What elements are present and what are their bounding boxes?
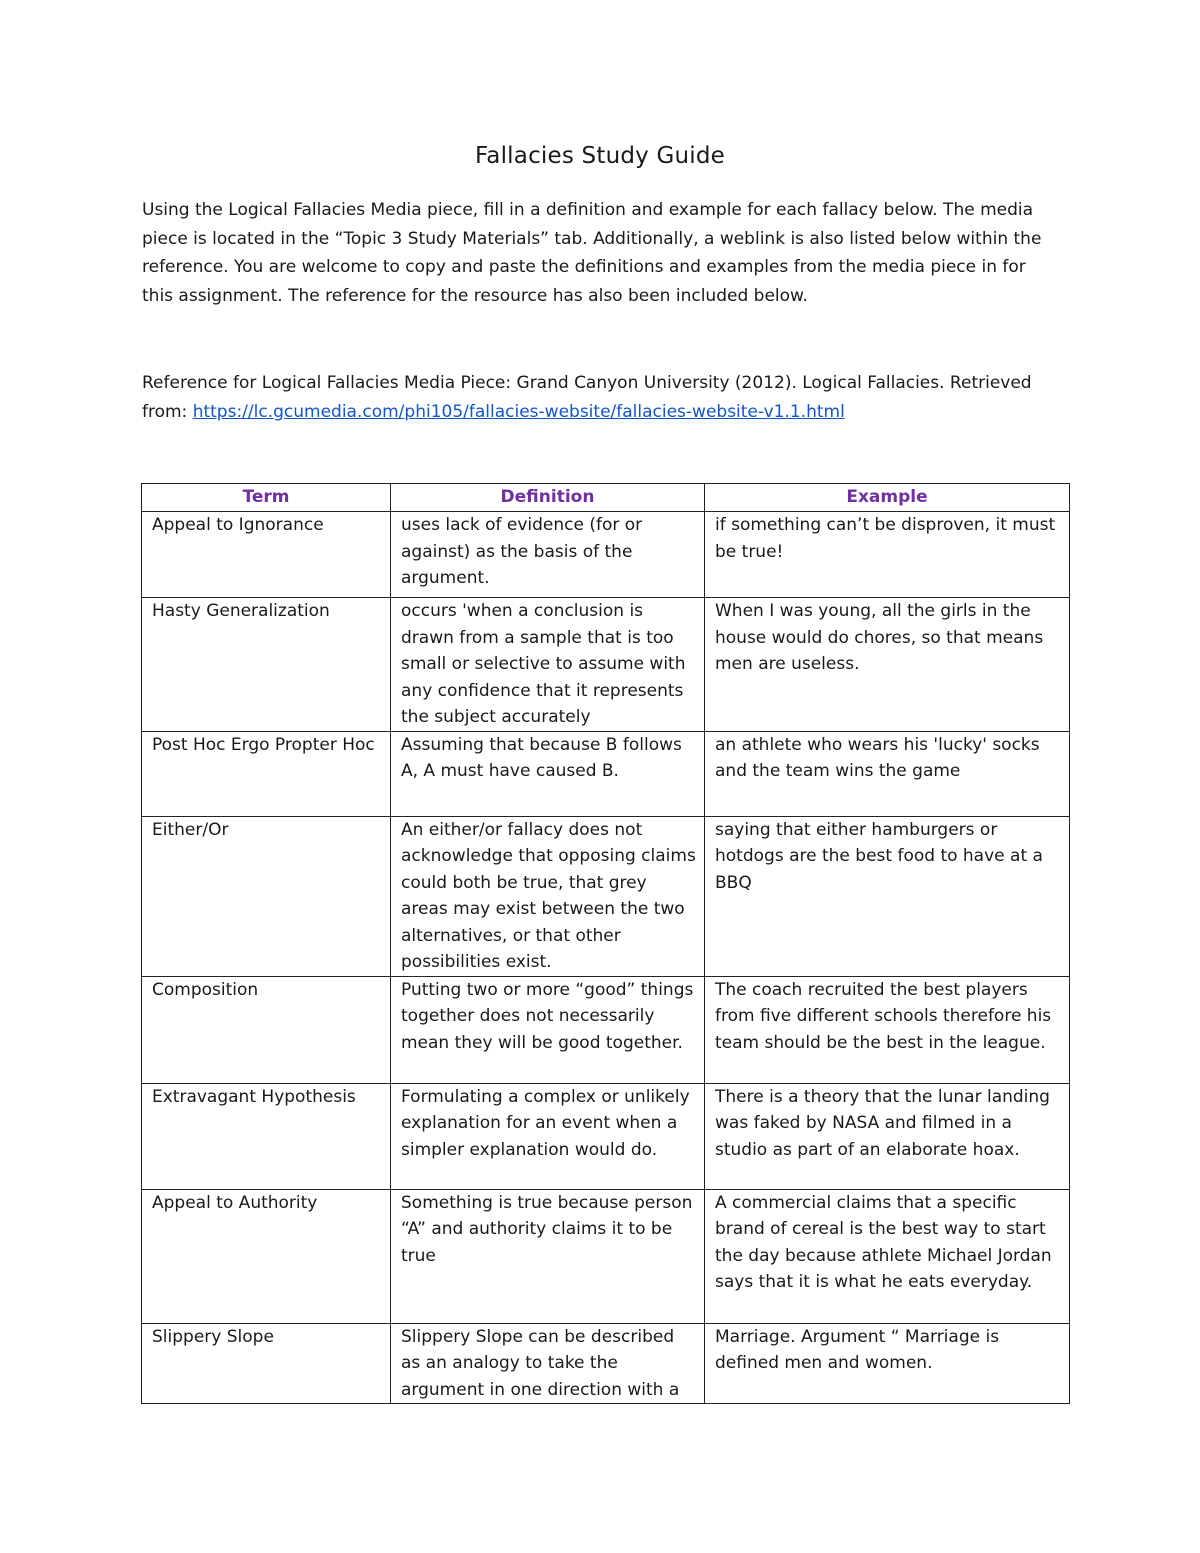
- definition-cell: Slippery Slope can be described as an analogy to take the argument in one direction with a: [391, 1323, 705, 1404]
- term-cell: Either/Or: [142, 816, 391, 976]
- definition-cell: Putting two or more “good” things together does not necessarily mean they will be good together.: [391, 976, 705, 1083]
- reference-text: Reference for Logical Fallacies Media Piece: Grand Canyon University (2012). Logical Fallacies. Retrieved from:: [142, 373, 1032, 422]
- definition-cell: An either/or fallacy does not acknowledge that opposing claims could both be true, that grey areas may exist between the two alternatives, or that other possibilities exist.: [391, 816, 705, 976]
- term-cell: Slippery Slope: [142, 1323, 391, 1404]
- example-cell: saying that either hamburgers or hotdogs are the best food to have at a BBQ: [705, 816, 1070, 976]
- header-term: Term: [142, 484, 391, 512]
- table-row: [142, 731, 1070, 816]
- term-cell: Extravagant Hypothesis: [142, 1083, 391, 1189]
- term-cell: Composition: [142, 976, 391, 1083]
- reference-link[interactable]: https://lc.gcumedia.com/phi105/fallacies-website/fallacies-website-v1.1.html: [192, 401, 845, 422]
- table-row: [142, 512, 1070, 598]
- definition-cell: Something is true because person “A” and authority claims it to be true: [391, 1189, 705, 1323]
- table-row: [142, 816, 1070, 976]
- reference-paragraph: [142, 369, 1062, 426]
- page-title: Fallacies Study Guide: [474, 143, 726, 169]
- term-cell: Post Hoc Ergo Propter Hoc: [142, 731, 391, 816]
- fallacies-table: [141, 483, 1070, 1404]
- definition-cell: occurs 'when a conclusion is drawn from a sample that is too small or selective to assume with any confidence that it represents the subject accurately: [391, 598, 705, 732]
- term-cell: Appeal to Authority: [142, 1189, 391, 1323]
- header-definition: Definition: [391, 484, 705, 512]
- definition-cell: uses lack of evidence (for or against) as the basis of the argument.: [391, 512, 705, 598]
- example-cell: Marriage. Argument “ Marriage is defined men and women.: [705, 1323, 1070, 1404]
- table-row: [142, 1083, 1070, 1189]
- table-row: [142, 598, 1070, 732]
- example-cell: A commercial claims that a specific brand of cereal is the best way to start the day because athlete Michael Jordan says that it is what he eats everyday.: [705, 1189, 1070, 1323]
- example-cell: When I was young, all the girls in the house would do chores, so that means men are useless.: [705, 598, 1070, 732]
- table-row: [142, 976, 1070, 1083]
- table-row: [142, 1189, 1070, 1323]
- term-cell: Hasty Generalization: [142, 598, 391, 732]
- header-example: Example: [705, 484, 1070, 512]
- table-header-row: [142, 484, 1070, 512]
- definition-cell: Assuming that because B follows A, A must have caused B.: [391, 731, 705, 816]
- example-cell: There is a theory that the lunar landing was faked by NASA and filmed in a studio as part of an elaborate hoax.: [705, 1083, 1070, 1189]
- example-cell: if something can’t be disproven, it must be true!: [705, 512, 1070, 598]
- term-cell: Appeal to Ignorance: [142, 512, 391, 598]
- example-cell: an athlete who wears his 'lucky' socks and the team wins the game: [705, 731, 1070, 816]
- definition-cell: Formulating a complex or unlikely explanation for an event when a simpler explanation would do.: [391, 1083, 705, 1189]
- instructions-paragraph: Using the Logical Fallacies Media piece, fill in a definition and example for each fallacy below. The media piece is located in the “Topic 3 Study Materials” tab. Additionally, a weblink is also listed below within the reference. You are welcome to copy and paste the definitions and examples from the media piece in for this assignment. The reference for the resource has also been included below.: [142, 200, 1042, 306]
- table-row: [142, 1323, 1070, 1404]
- example-cell: The coach recruited the best players from five different schools therefore his team should be the best in the league.: [705, 976, 1070, 1083]
